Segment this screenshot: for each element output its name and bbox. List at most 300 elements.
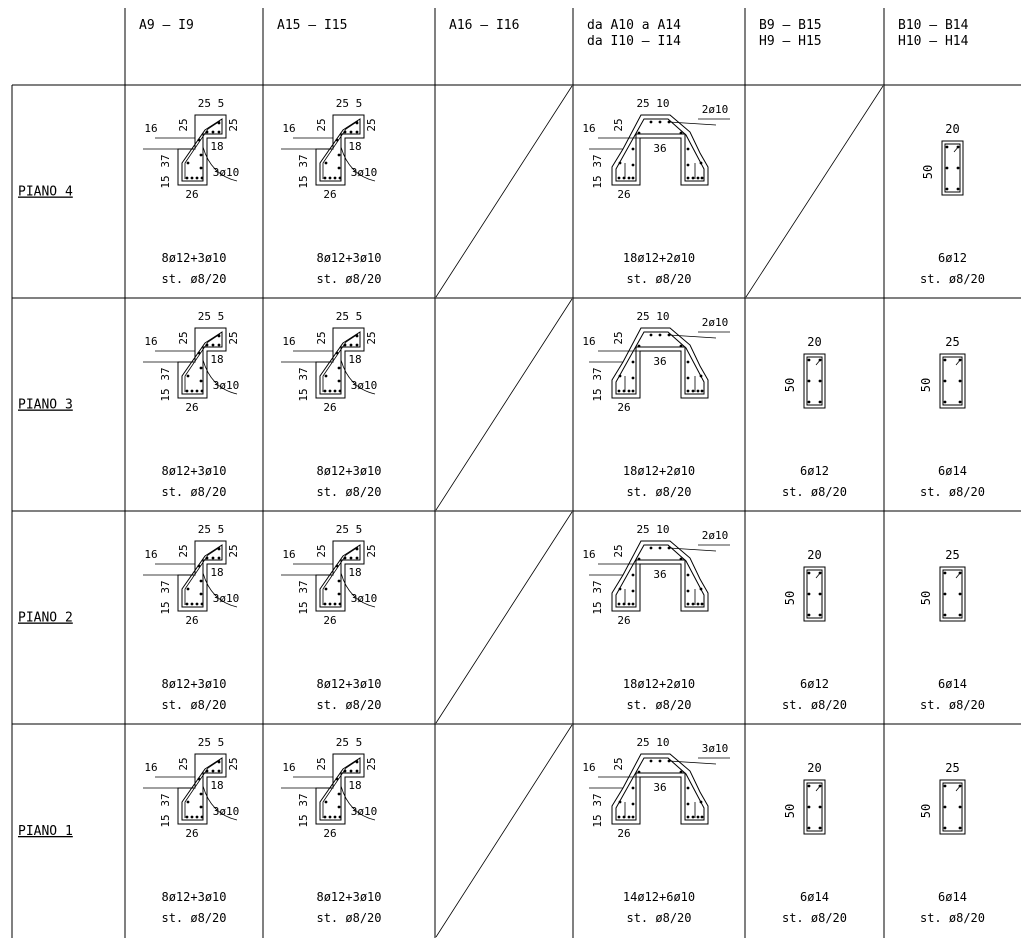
rebar-dot	[632, 590, 635, 593]
dimension-label: 25 10	[636, 310, 670, 323]
dimension-label: 25	[315, 757, 328, 771]
rebar-dot	[959, 401, 962, 404]
rectangular-section	[919, 335, 965, 408]
reinforcement-text: 8ø12+3ø10	[316, 890, 382, 904]
table-cell	[281, 523, 382, 712]
rebar-dot	[338, 806, 341, 809]
table-cell	[436, 86, 572, 297]
rebar-dot	[659, 760, 662, 763]
rebar-dot	[697, 603, 700, 606]
rebar-dot	[339, 177, 342, 180]
rebar-dot	[212, 131, 215, 134]
dimension-label: 25 5	[197, 523, 225, 536]
rebar-dot	[206, 131, 209, 134]
rebar-dot	[187, 801, 190, 804]
rebar-dot	[356, 131, 359, 134]
rebar-dot	[201, 816, 204, 819]
dimension-label: 50	[783, 377, 797, 393]
dimension-label: 25 10	[636, 97, 670, 110]
dimension-label: 16	[582, 335, 596, 348]
bar-callout: 2ø10	[701, 103, 729, 116]
dimension-label: 26	[617, 188, 631, 201]
table-cell	[281, 310, 382, 499]
dimension-label: 25	[177, 544, 190, 558]
rebar-dot	[338, 793, 341, 796]
dimension-label: 50	[783, 590, 797, 606]
dimension-label: 25 5	[335, 523, 363, 536]
bar-callout: 3ø10	[350, 166, 378, 179]
rebar-dot	[659, 547, 662, 550]
dimension-label: 20	[945, 122, 960, 136]
dimension-label: 15	[297, 814, 310, 828]
rebar-dot	[196, 816, 199, 819]
dimension-label: 25	[315, 544, 328, 558]
reinforcement-text: 6ø12	[800, 464, 829, 478]
rebar-dot	[946, 146, 949, 149]
row-label: PIANO 2	[18, 610, 73, 626]
table-cell	[143, 97, 240, 286]
dimension-label: 20	[807, 548, 822, 562]
dimension-label: 16	[282, 122, 296, 135]
rebar-dot	[632, 177, 635, 180]
l-shaped-section	[143, 310, 240, 414]
dimension-label: 25 5	[197, 310, 225, 323]
rebar-dot	[619, 801, 622, 804]
rebar-dot	[356, 770, 359, 773]
dimension-label: 18	[348, 779, 362, 792]
dimension-label: 25	[945, 548, 960, 562]
rebar-dot	[687, 361, 690, 364]
table-cell	[143, 310, 240, 499]
stirrup-text: st. ø8/20	[626, 272, 692, 286]
stirrup-text: st. ø8/20	[626, 698, 692, 712]
rebar-dot	[819, 572, 822, 575]
dimension-label: 25	[315, 331, 328, 345]
rebar-dot	[700, 375, 703, 378]
rebar-dot	[619, 162, 622, 165]
rebar-dot	[623, 177, 626, 180]
rebar-dot	[632, 787, 635, 790]
rebar-dot	[692, 177, 695, 180]
rebar-dot	[201, 390, 204, 393]
rebar-dot	[336, 565, 339, 568]
reinforcement-text: 8ø12+3ø10	[316, 251, 382, 265]
rebar-dot	[325, 162, 328, 165]
rebar-dot	[808, 380, 811, 383]
rebar-dot	[212, 344, 215, 347]
rebar-dot	[329, 603, 332, 606]
l-shaped-section	[143, 97, 240, 201]
rebar-dot	[356, 761, 359, 764]
dimension-label: 18	[348, 140, 362, 153]
dimension-label: 25	[227, 544, 240, 558]
rebar-dot	[687, 164, 690, 167]
stirrup-text: st. ø8/20	[316, 911, 382, 925]
stirrup-text: st. ø8/20	[919, 698, 986, 712]
dimension-label: 25	[612, 757, 625, 771]
rebar-dot	[680, 771, 683, 774]
rebar-dot	[206, 344, 209, 347]
rebar-dot	[198, 352, 201, 355]
dimension-label: 15	[297, 601, 310, 615]
reinforcement-text: 6ø12	[938, 251, 967, 265]
table-cell	[582, 736, 730, 925]
empty-cell-diagonal	[436, 725, 572, 937]
table-cell	[436, 512, 572, 723]
dimension-label: 15	[591, 814, 604, 828]
rebar-dot	[632, 148, 635, 151]
rebar-dot	[659, 334, 662, 337]
rebar-dot	[638, 771, 641, 774]
dimension-label: 26	[323, 188, 337, 201]
rebar-dot	[350, 770, 353, 773]
dimension-label: 16	[144, 548, 158, 561]
rebar-dot	[944, 593, 947, 596]
column-header-line1: A16 – I16	[449, 18, 520, 33]
l-shaped-section	[281, 736, 378, 840]
dimension-label: 37	[297, 793, 310, 807]
column-header-line2: H10 – H14	[898, 34, 969, 49]
rebar-dot	[191, 816, 194, 819]
rebar-dot	[623, 390, 626, 393]
dimension-label: 37	[297, 154, 310, 168]
dimension-label: 16	[582, 761, 596, 774]
rebar-dot	[200, 580, 203, 583]
reinforcement-text: 14ø12+6ø10	[622, 890, 696, 904]
rebar-dot	[808, 359, 811, 362]
rebar-dot	[687, 377, 690, 380]
dimension-label: 50	[919, 377, 933, 393]
rebar-dot	[808, 401, 811, 404]
rebar-dot	[700, 588, 703, 591]
reinforcement-text: 8ø12+3ø10	[316, 464, 382, 478]
dimension-label: 25	[365, 118, 378, 132]
dimension-label: 20	[807, 761, 822, 775]
rebar-dot	[336, 352, 339, 355]
column-header-line1: B10 – B14	[898, 18, 969, 33]
column-header-line2: da I10 – I14	[587, 34, 681, 49]
rebar-dot	[697, 177, 700, 180]
empty-cell-diagonal	[746, 86, 883, 297]
dimension-label: 50	[921, 164, 935, 180]
rebar-dot	[701, 177, 704, 180]
dimension-label: 18	[210, 353, 224, 366]
reinforcement-text: 8ø12+3ø10	[161, 677, 227, 691]
rebar-dot	[200, 380, 203, 383]
u-shaped-section	[582, 736, 730, 840]
dimension-label: 26	[185, 827, 199, 840]
reinforcement-text: 18ø12+2ø10	[622, 464, 696, 478]
table-cell	[782, 335, 847, 499]
rebar-dot	[187, 588, 190, 591]
rebar-dot	[623, 603, 626, 606]
row-label: PIANO 4	[18, 184, 73, 200]
dimension-label: 25	[612, 118, 625, 132]
table-cell	[582, 523, 730, 712]
dimension-label: 37	[297, 367, 310, 381]
dimension-label: 18	[348, 353, 362, 366]
rebar-dot	[697, 816, 700, 819]
table-cell	[746, 86, 883, 297]
rebar-dot	[200, 167, 203, 170]
rectangular-section	[919, 761, 965, 834]
rebar-dot	[329, 177, 332, 180]
rebar-dot	[200, 806, 203, 809]
rebar-dot	[196, 177, 199, 180]
table-cell	[782, 548, 847, 712]
rebar-dot	[338, 380, 341, 383]
dimension-label: 15	[159, 175, 172, 189]
rebar-dot	[819, 614, 822, 617]
column-header-line1: A9 – I9	[139, 18, 194, 33]
rebar-dot	[650, 334, 653, 337]
dimension-label: 36	[653, 355, 667, 368]
rebar-dot	[334, 390, 337, 393]
rebar-dot	[218, 131, 221, 134]
rebar-dot	[350, 344, 353, 347]
dimension-label: 25	[365, 757, 378, 771]
rebar-dot	[819, 359, 822, 362]
table-cell	[782, 761, 847, 925]
rebar-dot	[808, 827, 811, 830]
empty-cell-diagonal	[436, 86, 572, 297]
rebar-dot	[638, 345, 641, 348]
rebar-dot	[632, 361, 635, 364]
dimension-label: 16	[282, 548, 296, 561]
dimension-label: 37	[297, 580, 310, 594]
dimension-label: 25	[177, 757, 190, 771]
dimension-label: 36	[653, 781, 667, 794]
dimension-label: 25 5	[335, 97, 363, 110]
dimension-label: 50	[783, 803, 797, 819]
dimension-label: 18	[210, 140, 224, 153]
rebar-dot	[619, 588, 622, 591]
rebar-dot	[334, 603, 337, 606]
reinforcement-text: 18ø12+2ø10	[622, 251, 696, 265]
rebar-dot	[959, 380, 962, 383]
dimension-label: 25	[177, 118, 190, 132]
rebar-dot	[187, 375, 190, 378]
rebar-dot	[196, 390, 199, 393]
rebar-dot	[336, 778, 339, 781]
rebar-dot	[628, 816, 631, 819]
rectangular-section	[783, 761, 825, 834]
reinforcement-text: 6ø14	[938, 464, 967, 478]
rebar-dot	[650, 760, 653, 763]
rebar-dot	[212, 770, 215, 773]
dimension-label: 26	[617, 827, 631, 840]
rebar-dot	[701, 390, 704, 393]
rebar-dot	[638, 132, 641, 135]
rebar-dot	[687, 574, 690, 577]
rebar-dot	[329, 816, 332, 819]
stirrup-text: st. ø8/20	[316, 485, 382, 499]
u-shaped-section	[582, 97, 730, 201]
rebar-dot	[218, 557, 221, 560]
rebar-dot	[687, 390, 690, 393]
rebar-dot	[200, 154, 203, 157]
dimension-label: 36	[653, 568, 667, 581]
stirrup-text: st. ø8/20	[626, 911, 692, 925]
rebar-dot	[632, 603, 635, 606]
reinforcement-text: 6ø14	[800, 890, 829, 904]
rebar-dot	[650, 547, 653, 550]
empty-cell-diagonal	[436, 512, 572, 723]
rebar-dot	[628, 390, 631, 393]
dimension-label: 25	[227, 118, 240, 132]
rebar-dot	[957, 188, 960, 191]
rebar-dot	[200, 593, 203, 596]
l-shaped-section	[143, 736, 240, 840]
dimension-label: 37	[591, 793, 604, 807]
stirrup-text: st. ø8/20	[919, 911, 986, 925]
u-shaped-section	[582, 523, 730, 627]
rebar-dot	[200, 793, 203, 796]
rebar-dot	[808, 614, 811, 617]
rebar-dot	[206, 770, 209, 773]
rebar-dot	[198, 139, 201, 142]
table-cell	[281, 97, 382, 286]
dimension-label: 36	[653, 142, 667, 155]
bar-callout: 2ø10	[701, 316, 729, 329]
rebar-dot	[959, 593, 962, 596]
dimension-label: 25 5	[335, 310, 363, 323]
dimension-label: 37	[591, 154, 604, 168]
stirrup-text: st. ø8/20	[161, 272, 227, 286]
rebar-dot	[186, 816, 189, 819]
rebar-dot	[218, 548, 221, 551]
table-cell	[436, 725, 572, 937]
dimension-label: 16	[144, 122, 158, 135]
rebar-dot	[697, 390, 700, 393]
rebar-dot	[959, 359, 962, 362]
rebar-dot	[819, 380, 822, 383]
bar-callout: 2ø10	[701, 529, 729, 542]
reinforcement-text: 18ø12+2ø10	[622, 677, 696, 691]
l-shaped-section	[281, 523, 378, 627]
dimension-label: 25	[945, 761, 960, 775]
bar-callout: 3ø10	[212, 805, 240, 818]
rebar-dot	[650, 121, 653, 124]
rebar-dot	[687, 803, 690, 806]
reinforcement-text: 8ø12+3ø10	[161, 890, 227, 904]
table-cell	[920, 122, 985, 286]
rectangular-section	[783, 335, 825, 408]
dimension-label: 15	[297, 175, 310, 189]
dimension-label: 15	[591, 388, 604, 402]
bar-callout: 3ø10	[350, 592, 378, 605]
reinforcement-text: 8ø12+3ø10	[161, 464, 227, 478]
stirrup-text: st. ø8/20	[161, 698, 227, 712]
rebar-dot	[680, 345, 683, 348]
rebar-dot	[819, 401, 822, 404]
rebar-dot	[659, 121, 662, 124]
rebar-dot	[201, 603, 204, 606]
rebar-dot	[687, 148, 690, 151]
l-shaped-section	[143, 523, 240, 627]
column-header-line1: B9 – B15	[759, 18, 822, 33]
dimension-label: 26	[185, 188, 199, 201]
rebar-dot	[819, 593, 822, 596]
dimension-label: 16	[282, 761, 296, 774]
rebar-dot	[623, 816, 626, 819]
rebar-dot	[324, 390, 327, 393]
bar-callout: 3ø10	[350, 379, 378, 392]
rebar-dot	[339, 603, 342, 606]
rebar-dot	[618, 177, 621, 180]
rebar-dot	[618, 603, 621, 606]
rebar-dot	[632, 390, 635, 393]
dimension-label: 37	[591, 367, 604, 381]
rebar-dot	[201, 177, 204, 180]
bar-callout: 3ø10	[212, 166, 240, 179]
rebar-dot	[701, 816, 704, 819]
rebar-dot	[198, 778, 201, 781]
dimension-label: 26	[323, 401, 337, 414]
column-header-line1: da A10 a A14	[587, 18, 681, 33]
rebar-dot	[638, 558, 641, 561]
stirrup-text: st. ø8/20	[626, 485, 692, 499]
rebar-dot	[687, 787, 690, 790]
rebar-dot	[350, 131, 353, 134]
rebar-dot	[338, 154, 341, 157]
rebar-dot	[808, 785, 811, 788]
stirrup-text: st. ø8/20	[919, 272, 986, 286]
bar-callout: 3ø10	[212, 379, 240, 392]
rebar-dot	[200, 367, 203, 370]
stirrup-text: st. ø8/20	[161, 911, 227, 925]
rebar-dot	[692, 390, 695, 393]
rebar-dot	[680, 132, 683, 135]
rebar-dot	[338, 167, 341, 170]
dimension-label: 25 10	[636, 736, 670, 749]
dimension-label: 25	[227, 757, 240, 771]
table-cell	[281, 736, 382, 925]
rebar-dot	[687, 816, 690, 819]
l-shaped-section	[281, 310, 378, 414]
rebar-dot	[692, 816, 695, 819]
dimension-label: 37	[159, 154, 172, 168]
stirrup-text: st. ø8/20	[919, 485, 986, 499]
rebar-dot	[687, 177, 690, 180]
stirrup-text: st. ø8/20	[781, 698, 848, 712]
dimension-label: 25 5	[197, 97, 225, 110]
stirrup-text: st. ø8/20	[781, 911, 848, 925]
rebar-dot	[324, 177, 327, 180]
dimension-label: 16	[144, 761, 158, 774]
rebar-dot	[334, 177, 337, 180]
rebar-dot	[356, 548, 359, 551]
rebar-dot	[700, 162, 703, 165]
rebar-dot	[628, 603, 631, 606]
rebar-dot	[944, 827, 947, 830]
rebar-dot	[959, 827, 962, 830]
rebar-dot	[325, 801, 328, 804]
bar-callout: 3ø10	[212, 592, 240, 605]
rebar-dot	[356, 344, 359, 347]
dimension-label: 25	[612, 331, 625, 345]
dimension-label: 26	[323, 827, 337, 840]
rebar-dot	[944, 785, 947, 788]
dimension-label: 16	[582, 548, 596, 561]
rebar-dot	[700, 801, 703, 804]
rebar-dot	[338, 367, 341, 370]
stirrup-text: st. ø8/20	[316, 698, 382, 712]
dimension-label: 15	[591, 175, 604, 189]
rectangular-section	[783, 548, 825, 621]
rectangular-section	[921, 122, 963, 195]
rebar-dot	[196, 603, 199, 606]
